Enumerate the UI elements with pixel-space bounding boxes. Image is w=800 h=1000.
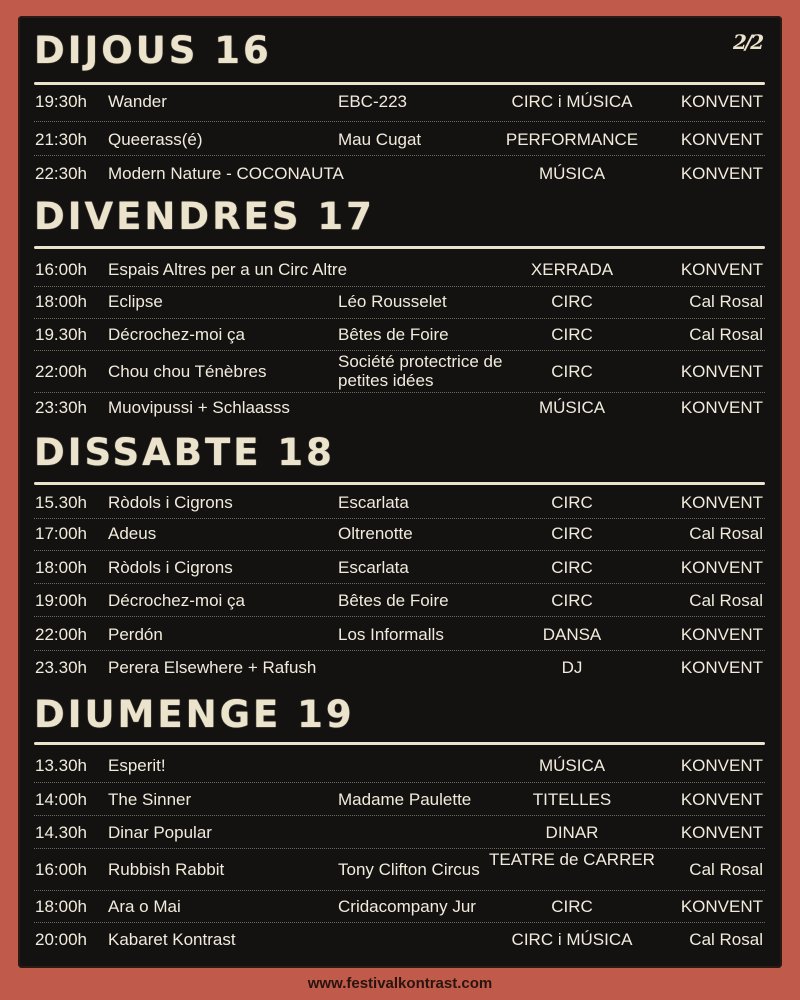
event-type: CIRC — [551, 897, 593, 916]
event-venue: KONVENT — [680, 260, 763, 279]
event-company: Tony Clifton Circus — [338, 860, 480, 879]
event-title: Muovipussi + Schlaasss — [108, 398, 290, 417]
day-heading: DIUMENGE 19 — [34, 693, 355, 736]
event-title: Ròdols i Cigrons — [108, 558, 233, 577]
event-company: Escarlata — [338, 493, 409, 512]
event-time: 23.30h — [35, 658, 87, 677]
row-separator — [34, 350, 765, 351]
event-company: Mau Cugat — [338, 130, 422, 149]
event-type: CIRC — [551, 362, 593, 381]
event-title: Eclipse — [108, 292, 163, 311]
day-heading: DIJOUS 16 — [34, 29, 272, 72]
event-time: 23:30h — [35, 398, 87, 417]
event-title: Perera Elsewhere + Rafush — [108, 658, 317, 677]
row-separator — [34, 550, 765, 551]
event-venue: Cal Rosal — [689, 292, 763, 311]
event-company: Madame Paulette — [338, 790, 472, 809]
event-venue: KONVENT — [680, 790, 763, 809]
event-company: Bêtes de Foire — [338, 325, 449, 344]
event-title: Perdón — [108, 625, 163, 644]
event-type: MÚSICA — [538, 398, 606, 417]
event-company: Léo Rousselet — [338, 292, 447, 311]
event-time: 16:00h — [35, 260, 87, 279]
event-title: Wander — [108, 92, 167, 111]
event-company: Escarlata — [338, 558, 409, 577]
event-time: 18:00h — [35, 558, 87, 577]
event-type: DANSA — [542, 625, 602, 644]
event-title: Chou chou Ténèbres — [108, 362, 267, 381]
event-title: Modern Nature - COCONAUTA — [108, 164, 344, 183]
event-type: DJ — [561, 658, 583, 677]
event-title: Adeus — [108, 524, 157, 543]
event-venue: KONVENT — [680, 493, 763, 512]
event-type: TITELLES — [532, 790, 612, 809]
divider — [34, 246, 765, 249]
event-venue: KONVENT — [680, 362, 763, 381]
event-time: 16:00h — [35, 860, 87, 879]
event-type: PERFORMANCE — [505, 130, 639, 149]
event-company: Cridacompany Jur — [338, 897, 476, 916]
event-type: CIRC i MÚSICA — [511, 930, 633, 949]
row-separator — [34, 922, 765, 923]
event-type: MÚSICA — [538, 756, 606, 775]
event-company: Oltrenotte — [338, 524, 413, 543]
row-separator — [34, 583, 765, 584]
row-separator — [34, 121, 765, 122]
event-venue: KONVENT — [680, 897, 763, 916]
event-title: The Sinner — [108, 790, 192, 809]
event-company: Bêtes de Foire — [338, 591, 449, 610]
event-company: Los Informalls — [338, 625, 444, 644]
event-venue: Cal Rosal — [689, 860, 763, 879]
event-time: 19:00h — [35, 591, 87, 610]
row-separator — [34, 890, 765, 891]
event-venue: Cal Rosal — [689, 325, 763, 344]
event-time: 14.30h — [35, 823, 87, 842]
event-type: CIRC i MÚSICA — [511, 92, 633, 111]
event-title: Dinar Popular — [108, 823, 212, 842]
event-title: Décrochez-moi ça — [108, 591, 245, 610]
event-title: Kabaret Kontrast — [108, 930, 236, 949]
event-time: 22:00h — [35, 625, 87, 644]
event-venue: KONVENT — [680, 823, 763, 842]
event-type: TEATRE de CARRER — [489, 850, 655, 869]
event-venue: Cal Rosal — [689, 524, 763, 543]
event-venue: KONVENT — [680, 558, 763, 577]
event-type: CIRC — [551, 325, 593, 344]
row-separator — [34, 518, 765, 519]
event-type: CIRC — [551, 524, 593, 543]
event-type: MÚSICA — [538, 164, 606, 183]
event-title: Espais Altres per a un Circ Altre — [108, 260, 348, 279]
row-separator — [34, 815, 765, 816]
event-venue: Cal Rosal — [689, 930, 763, 949]
event-company: EBC-223 — [338, 92, 407, 111]
event-title: Esperit! — [108, 756, 166, 775]
event-time: 15.30h — [35, 493, 87, 512]
event-time: 21:30h — [35, 130, 87, 149]
day-heading: DISSABTE 18 — [34, 431, 335, 474]
event-time: 13.30h — [35, 756, 87, 775]
website-link[interactable]: www.festivalkontrast.com — [307, 975, 493, 992]
event-time: 20:00h — [35, 930, 87, 949]
row-separator — [34, 782, 765, 783]
event-type: CIRC — [551, 493, 593, 512]
divider — [34, 742, 765, 745]
row-separator — [34, 848, 765, 849]
event-time: 17:00h — [35, 524, 87, 543]
row-separator — [34, 650, 765, 651]
event-venue: KONVENT — [680, 92, 763, 111]
event-title: Décrochez-moi ça — [108, 325, 245, 344]
event-venue: KONVENT — [680, 130, 763, 149]
day-heading: DIVENDRES 17 — [34, 195, 375, 238]
event-title: Rubbish Rabbit — [108, 860, 225, 879]
divider — [34, 82, 765, 85]
row-separator — [34, 616, 765, 617]
event-time: 22:30h — [35, 164, 87, 183]
event-time: 19:30h — [35, 92, 87, 111]
event-company: Société protectrice de petites idées — [338, 352, 503, 390]
divider — [34, 482, 765, 485]
row-separator — [34, 286, 765, 287]
event-type: XERRADA — [530, 260, 614, 279]
event-time: 18:00h — [35, 292, 87, 311]
event-time: 18:00h — [35, 897, 87, 916]
event-type: CIRC — [551, 591, 593, 610]
event-venue: KONVENT — [680, 625, 763, 644]
event-venue: KONVENT — [680, 398, 763, 417]
event-title: Queerass(é) — [108, 130, 203, 149]
row-separator — [34, 318, 765, 319]
event-type: CIRC — [551, 292, 593, 311]
row-separator — [34, 155, 765, 156]
row-separator — [34, 392, 765, 393]
event-venue: Cal Rosal — [689, 591, 763, 610]
event-title: Ròdols i Cigrons — [108, 493, 233, 512]
event-title: Ara o Mai — [108, 897, 181, 916]
event-venue: KONVENT — [680, 164, 763, 183]
event-venue: KONVENT — [680, 658, 763, 677]
event-time: 19.30h — [35, 325, 87, 344]
page-badge: 2/2 — [733, 30, 763, 54]
event-time: 22:00h — [35, 362, 87, 381]
event-venue: KONVENT — [680, 756, 763, 775]
event-type: DINAR — [545, 823, 599, 842]
event-type: CIRC — [551, 558, 593, 577]
event-time: 14:00h — [35, 790, 87, 809]
